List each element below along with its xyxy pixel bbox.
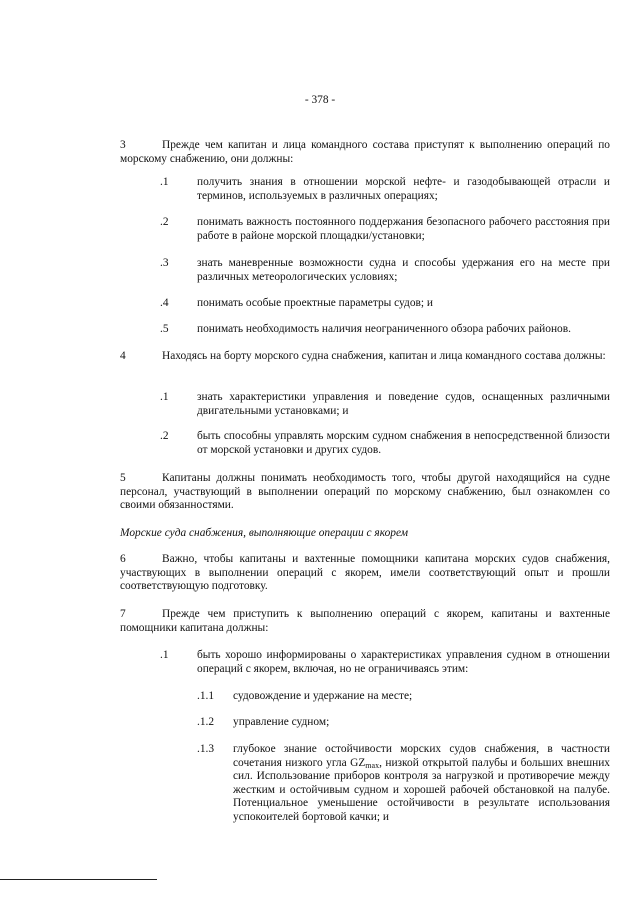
item-number: .2	[160, 216, 169, 228]
paragraph-7	[120, 608, 610, 635]
item-text: понимать необходимость наличия неограниченного обзора рабочих районов.	[197, 323, 571, 335]
item-text: знать маневренные возможности судна и способы удержания его на месте при различных метеорологических условиях;	[197, 257, 610, 283]
item-text: получить знания в отношении морской нефте- и газодобывающей отрасли и терминов, используемых в различных операциях;	[197, 176, 610, 202]
sub-item-text: судовождение и удержание на месте;	[233, 690, 413, 702]
paragraph-text: Прежде чем капитан и лица командного состава приступят к выполнению операций по морскому снабжению, они должны:	[120, 139, 610, 165]
paragraph-text: Прежде чем приступить к выполнению операций с якорем, капитаны и вахтенные помощники капитана должны:	[120, 608, 610, 634]
paragraph-3	[120, 139, 610, 166]
paragraph-6	[120, 553, 610, 594]
item-text: знать характеристики управления и поведение судов, оснащенных различными двигательными установками; и	[197, 391, 610, 417]
item-number: .4	[160, 297, 169, 309]
paragraph-number: 5	[120, 472, 126, 484]
sub-item-text: управление судном;	[233, 716, 330, 728]
paragraph-number: 7	[120, 608, 126, 620]
section-heading: Морские суда снабжения, выполняющие операции с якорем	[120, 527, 409, 539]
paragraph-4	[120, 350, 610, 364]
sub-item-number: .1.1	[197, 690, 215, 702]
paragraph-text: Капитаны должны понимать необходимость того, чтобы другой находящийся на судне персонал, участвующий в выполнении операций по морскому снабжению, был ознакомлен со своими обязанностями.	[120, 472, 610, 512]
item-text: понимать важность постоянного поддержания безопасного рабочего расстояния при работе в районе морской площадки/установки;	[197, 216, 610, 242]
item-number: .2	[160, 430, 169, 442]
item-text: понимать особые проектные параметры судов; и	[197, 297, 434, 309]
item-number: .3	[160, 257, 169, 269]
sub-item-text-end: , низкой открытой палубы и больших внешних сил. Использование приборов контроля за нагрузкой и противоречие между жестким и остойчивым судном и хорошей рабочей обстановкой на палубе. Потенциальное уменьшение остойчивости в результате использования успокоителей бортовой качки; и	[233, 756, 610, 823]
paragraph-5	[120, 472, 610, 513]
sub-item-number: .1.3	[197, 743, 215, 755]
paragraph-number: 6	[120, 553, 126, 565]
paragraph-text: Важно, чтобы капитаны и вахтенные помощники капитана морских судов снабжения, участвующих в выполнении операций с якорем, имели соответствующий опыт и прошли соответствующую подготовку.	[120, 553, 610, 593]
item-text: быть способны управлять морским судном снабжения в непосредственной близости от морской установки и других судов.	[197, 430, 610, 456]
gz-subscript: max	[365, 760, 380, 770]
paragraph-number: 4	[120, 350, 126, 362]
item-text: быть хорошо информированы о характеристиках управления судном в отношении операций с якорем, включая, но не ограничиваясь этим:	[197, 649, 610, 675]
paragraph-text: Находясь на борту морского судна снабжения, капитан и лица командного состава должны:	[162, 350, 606, 362]
footnote-separator	[0, 879, 157, 880]
item-number: .1	[160, 176, 169, 188]
sub-item-text	[233, 743, 610, 825]
sub-item-number: .1.2	[197, 716, 215, 728]
sub-item-text-start: глубокое знание остойчивости морских судов снабжения, в частности сочетания низкого угла GZ	[233, 743, 610, 769]
item-number: .1	[160, 649, 169, 661]
item-number: .1	[160, 391, 169, 403]
page-number: - 378 -	[304, 94, 336, 106]
item-number: .5	[160, 323, 169, 335]
paragraph-number: 3	[120, 139, 126, 151]
